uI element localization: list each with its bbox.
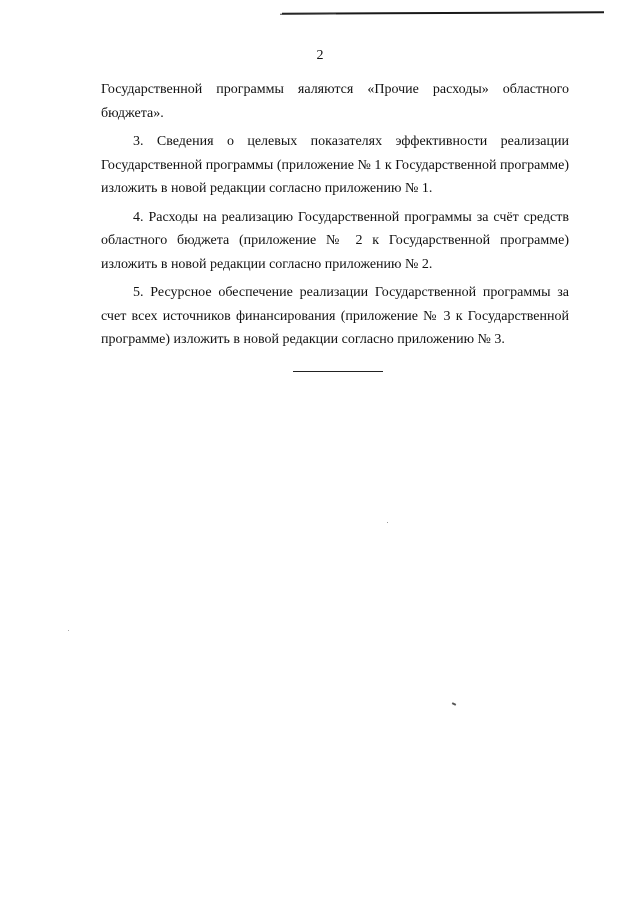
- paragraph-item-5: 5. Ресурсное обеспечение реализации Государственной программы за счет всех источников финансирования (приложение № 3 к Государственной программе) изложить в новой редакции согласно приложению № 3.: [101, 285, 569, 347]
- document-body: [101, 78, 569, 352]
- end-of-text-rule: [293, 371, 383, 372]
- scan-artifact-line: [282, 11, 604, 14]
- paragraph-item-4: 4. Расходы на реализацию Государственной программы за счёт средств областного бюджета (приложение № 2 к Государственной программе) изложить в новой редакции согласно приложению № 2.: [101, 209, 569, 272]
- paragraph-continuation: Государственной программы яаляются «Прочие расходы» областного бюджета».: [101, 82, 569, 121]
- scan-speck: [387, 522, 388, 523]
- scan-speck: [68, 630, 69, 631]
- page-number: 2: [316, 48, 324, 63]
- scan-speck: [452, 702, 456, 706]
- paragraph-item-3: 3. Сведения о целевых показателях эффективности реализации Государственной программы (приложение № 1 к Государственной программе) изложить в новой редакции согласно приложению № 1.: [101, 134, 569, 196]
